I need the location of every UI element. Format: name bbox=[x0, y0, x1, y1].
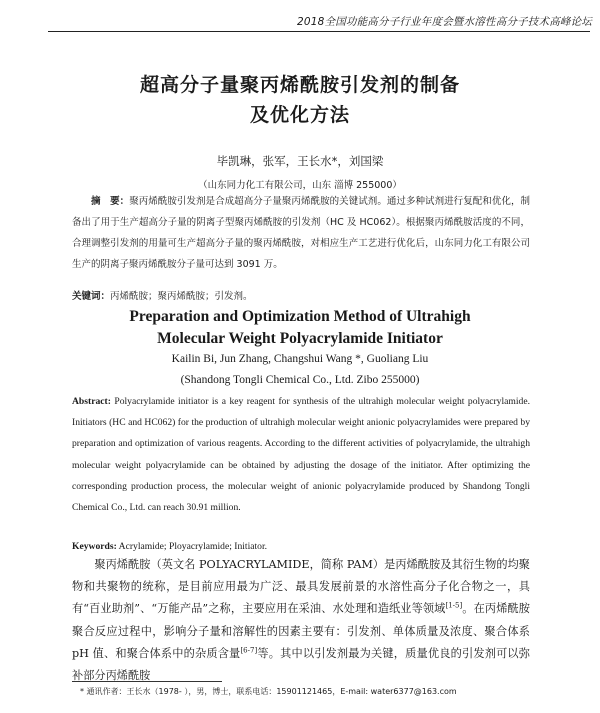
english-title-line-1: Preparation and Optimization Method of Ultrahigh bbox=[129, 308, 471, 325]
header-rule bbox=[48, 31, 590, 32]
introduction-paragraph bbox=[72, 554, 530, 687]
chinese-abstract-label: 摘 要： bbox=[91, 196, 130, 207]
citation-1-5: [1-5] bbox=[445, 601, 463, 610]
english-title-line-2: Molecular Weight Polyacrylamide Initiator bbox=[157, 330, 443, 347]
english-keywords-text: Acrylamide; Ployacrylamide; Initiator. bbox=[118, 541, 268, 552]
english-authors: Kailin Bi, Jun Zhang, Changshui Wang *, Guoliang Liu bbox=[171, 353, 429, 365]
citation-6-7: [6-7] bbox=[240, 646, 258, 655]
body-text-part-3: 等。其中以引发剂最为关键，质量优良的引发剂可以弥补部分丙烯酰胺 bbox=[72, 646, 530, 683]
english-keywords-label: Keywords: bbox=[72, 541, 117, 552]
chinese-keywords bbox=[72, 288, 530, 302]
running-header: 2018全国功能高分子行业年度会暨水溶性高分子技术高峰论坛 bbox=[296, 16, 592, 28]
chinese-authors: 毕凯琳，张军，王长水*，刘国梁 bbox=[216, 154, 384, 168]
english-keywords bbox=[72, 541, 530, 552]
chinese-abstract bbox=[72, 191, 530, 275]
chinese-title-line-2: 及优化方法 bbox=[249, 104, 350, 126]
english-abstract bbox=[72, 391, 530, 518]
chinese-title-line-1: 超高分子量聚丙烯酰胺引发剂的制备 bbox=[139, 74, 460, 96]
chinese-affiliation: （山东同力化工有限公司，山东 淄博 255000） bbox=[198, 180, 402, 191]
body-text-part-2: 。在丙烯酰胺聚合反应过程中，影响分子量和溶解性的因素主要有：引发剂、单体质量及浓度、聚合体系 pH 值、和聚合体系中的杂质含量 bbox=[72, 602, 530, 660]
english-affiliation: (Shandong Tongli Chemical Co., Ltd. Zibo 255000) bbox=[180, 374, 420, 386]
footnote-rule bbox=[72, 681, 222, 682]
corresponding-author-footnote: * 通讯作者：王长水（1978- ），男，博士，联系电话：15901121465，E-mail: water6377@163.com bbox=[80, 687, 457, 696]
chinese-keywords-label: 关键词： bbox=[72, 291, 111, 302]
chinese-keywords-text: 丙烯酰胺；聚丙烯酰胺；引发剂。 bbox=[110, 291, 253, 302]
body-text-part-1: 聚丙烯酰胺（英文名 POLYACRYLAMIDE，简称 PAM）是丙烯酰胺及其衍生物的均聚物和共聚物的统称，是目前应用最为广泛、最具发展前景的水溶性高分子化合物之一，具有“百业助剂”、“万能产品”之称，主要应用在采油、水处理和造纸业等领域 bbox=[72, 558, 530, 616]
english-abstract-label: Abstract: bbox=[72, 396, 111, 407]
chinese-abstract-text: 聚丙烯酰胺引发剂是合成超高分子量聚丙烯酰胺的关键试剂。通过多种试剂进行复配和优化，制备出了用于生产超高分子量的阴离子型聚丙烯酰胺的引发剂（HC 及 HC062）。根据聚丙烯酰胺活度的不同，合理调整引发剂的用量可生产超高分子量的聚丙烯酰胺，对相应生产工艺进行优化后，山东同力化工有限公司生产的阴离子聚丙烯酰胺分子量可达到 3091 万。 bbox=[72, 196, 530, 270]
english-abstract-text: Polyacrylamide initiator is a key reagent for synthesis of the ultrahigh molecular weight polyacrylamide. Initiators (HC and HC062) for the production of ultrahigh molecular weight anionic polyacrylamides were prepared by preparation and optimization of various reagents. According to the different activities of polyacrylamide, the ultrahigh molecular weight polyacrylamide can be obtained by adjusting the dosage of the initiator. After optimizing the corresponding production process, the molecular weight of anionic polyacrylamide produced by Shandong Tongli Chemical Co., Ltd. can reach 30.91 million. bbox=[72, 396, 530, 514]
